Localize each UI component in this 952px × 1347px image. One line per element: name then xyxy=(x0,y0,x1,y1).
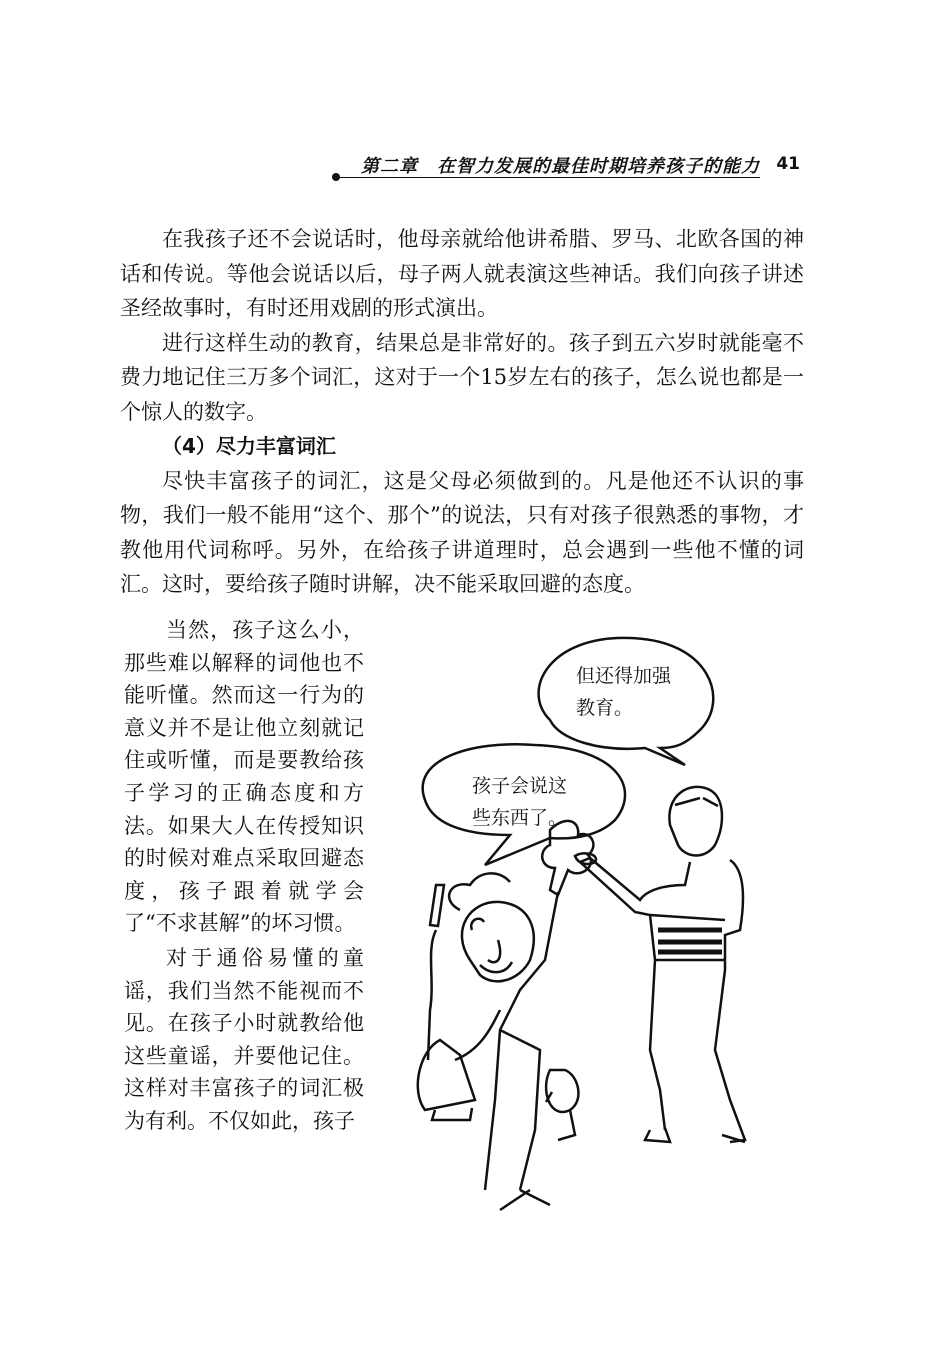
bubble-2-line-1: 孩子会说这 xyxy=(472,775,568,797)
running-header xyxy=(330,150,800,180)
column-paragraph-1: 当然，孩子这么小，那些难以解释的词他也不能听懂。然而这一行为的意义并不是让他立刻就记住或听懂，而是要教给孩子学习的正确态度和方法。如果大人在传授知识的时候对难点采取回避态度，孩子跟着就学会了“不求甚解”的坏习惯。 xyxy=(124,618,364,936)
bubble-1-line-1: 但还得加强 xyxy=(576,665,672,687)
paragraph-3: 尽快丰富孩子的词汇，这是父母必须做到的。凡是他还不认识的事物，我们一般不能用“这个、那个”的说法，只有对孩子很熟悉的事物，才教他用代词称呼。另外，在给孩子讲道理时，总会遇到一些他不懂的词汇。这时，要给孩子随时讲解，决不能采取回避的态度。 xyxy=(120,468,804,596)
paragraph-2: 进行这样生动的教育，结果总是非常好的。孩子到五六岁时就能毫不费力地记住三万多个词汇，这对于一个15岁左右的孩子，怎么说也都是一个惊人的数字。 xyxy=(120,330,804,424)
woman-body xyxy=(485,892,558,1190)
column-paragraph-2: 对于通俗易懂的童谣，我们当然不能视而不见。在孩子小时就教给他这些童谣，并要他记住。这样对丰富孩子的词汇极为有利。不仅如此，孩子 xyxy=(124,945,364,1133)
vacuum-cleaner xyxy=(418,1040,475,1110)
cartoon-illustration xyxy=(400,630,820,1230)
man-body xyxy=(580,858,745,1142)
main-text xyxy=(120,222,804,602)
chapter-title: 第二章 在智力发展的最佳时期培养孩子的能力 xyxy=(361,156,760,177)
man-head xyxy=(669,787,722,856)
bubble-2-text xyxy=(472,770,567,834)
bubble-1-line-2: 教育。 xyxy=(576,697,634,719)
page-number: 41 xyxy=(776,154,800,174)
bubble-1-text xyxy=(576,660,671,724)
paragraph-1: 在我孩子还不会说话时，他母亲就给他讲希腊、罗马、北欧各国的神话和传说。等他会说话以后，母子两人就表演这些神话。我们向孩子讲述圣经故事时，有时还用戏剧的形式演出。 xyxy=(120,227,804,320)
column-text xyxy=(124,614,364,1138)
bubble-2-line-2: 些东西了。 xyxy=(472,807,568,829)
section-heading: （4）尽力丰富词汇 xyxy=(162,434,336,458)
telephone xyxy=(428,885,444,1060)
baby xyxy=(546,1070,578,1140)
